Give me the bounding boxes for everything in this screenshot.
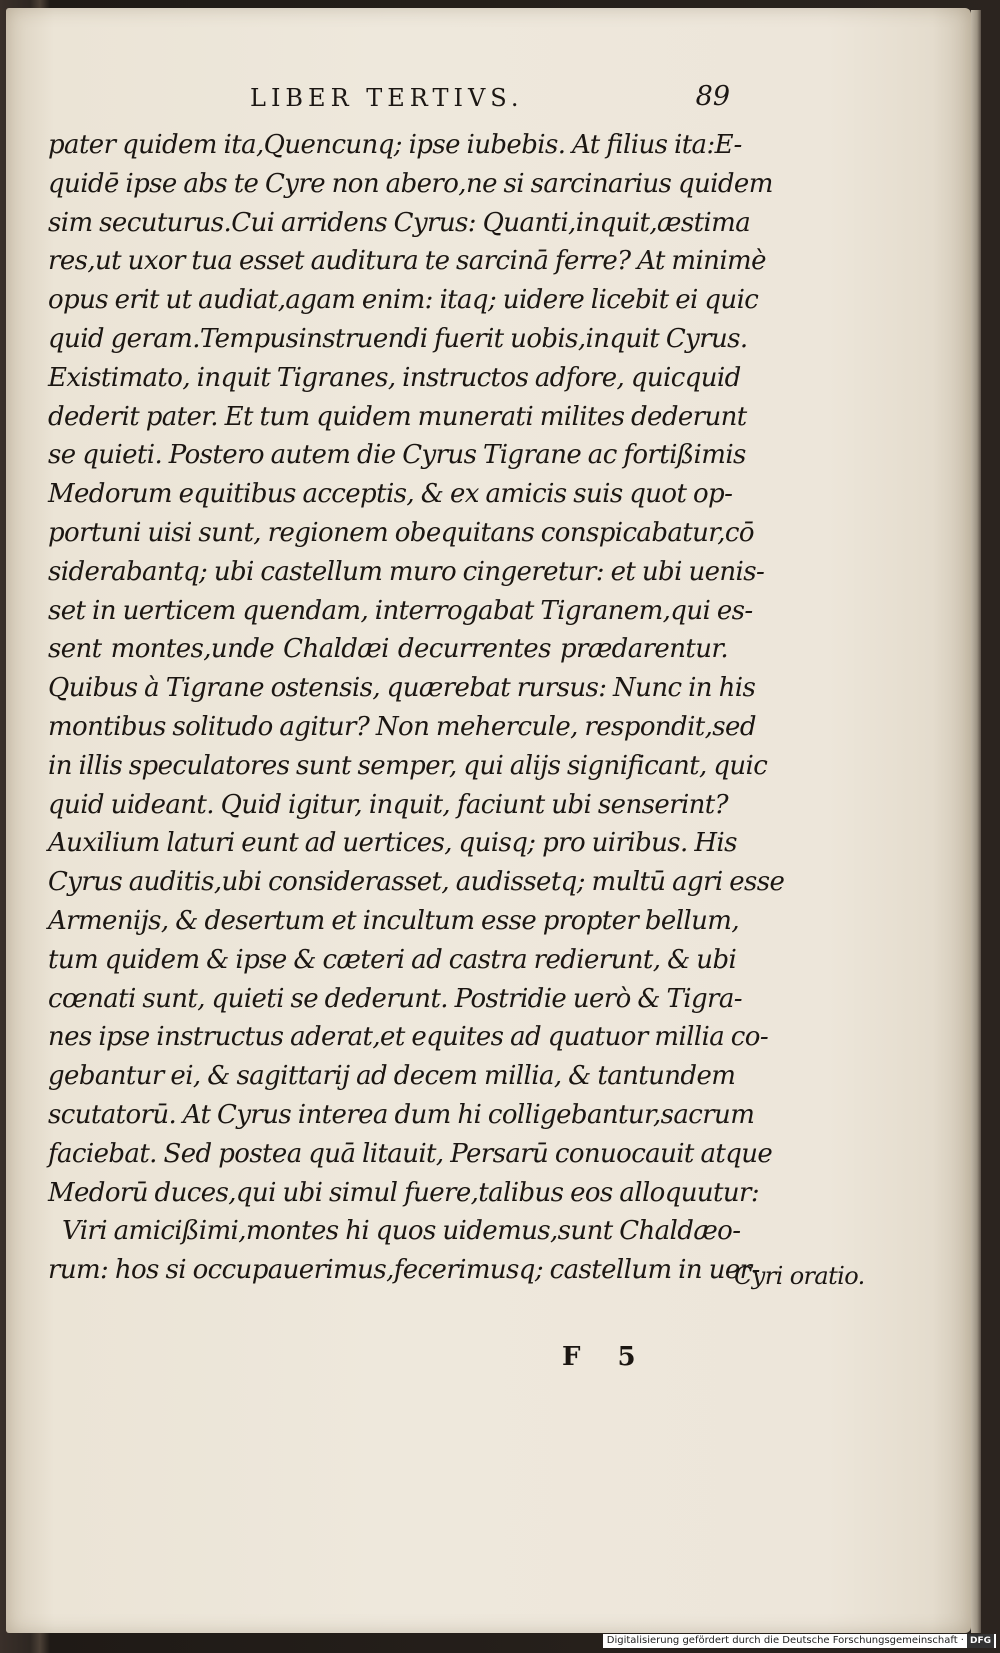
text-line: Medorum equitibus acceptis, & ex amicis suis quot op- [48,479,733,510]
page-header [250,81,730,118]
body-text [48,126,785,1290]
text-line: Auxilium laturi eunt ad uertices, quisq; pro uiribus. His [48,828,737,859]
text-line: sent montes,unde Chaldæi decurrentes prædarentur. [48,634,728,665]
text-line: rum: hos si occupauerimus,fecerimusq; castellum in uer- [48,1255,760,1286]
credit-text: Digitalisierung gefördert durch die Deutsche Forschungsgemeinschaft · [606,1635,964,1646]
margin-note: Cyri oratio. [734,1262,865,1290]
text-line: quid geram.Tempusinstruendi fuerit uobis,inquit Cyrus. [48,323,748,354]
text-line: opus erit ut audiat,agam enim: itaq; uidere licebit ei quic [48,285,759,316]
text-line: tum quidem & ipse & cæteri ad castra redierunt, & ubi [48,944,737,975]
text-line: sim secuturus.Cui arridens Cyrus: Quanti,inquit,æstima [48,207,751,238]
text-line: portuni uisi sunt, regionem obequitans conspicabatur,cō [48,517,754,548]
text-line: Viri amicißimi,montes hi quos uidemus,sunt Chaldæo- [62,1216,741,1247]
text-line: Cyrus auditis,ubi considerasset, audissetq; multū agri esse [48,867,785,898]
text-line: faciebat. Sed postea quā litauit, Persarū conuocauit atque [48,1138,773,1169]
page-edge [971,10,981,1633]
text-line: cœnati sunt, quieti se dederunt. Postridie uerò & Tigra- [48,983,742,1014]
text-line: quid uideant. Quid igitur, inquit, faciunt ubi senserint? [48,789,728,820]
text-line: in illis speculatores sunt semper, qui alijs significant, quic [48,750,768,781]
text-line: se quieti. Postero autem die Cyrus Tigrane ac fortißimis [48,440,746,471]
text-line: Medorū duces,qui ubi simul fuere,talibus eos alloquutur: [48,1177,760,1208]
dfg-logo: DFG [967,1634,994,1648]
text-line: siderabantq; ubi castellum muro cingeretur: et ubi uenis- [48,556,765,587]
text-line: nes ipse instructus aderat,et equites ad quatuor millia co- [48,1022,769,1053]
signature-mark: F 5 [562,1342,650,1372]
running-title: LIBER TERTIVS. [250,84,524,112]
text-line: scutatorū. At Cyrus interea dum hi colligebantur,sacrum [48,1099,755,1130]
text-line: dederit pater. Et tum quidem munerati milites dederunt [48,401,747,432]
digitization-credit [603,1634,996,1648]
text-line: pater quidem ita,Quencunq; ipse iubebis. At filius ita:E- [48,130,742,160]
text-line: Quibus à Tigrane ostensis, quærebat rursus: Nunc in his [48,673,756,704]
text-line: res,ut uxor tua esset auditura te sarcinā ferre? At minimè [48,246,766,277]
text-line: Existimato, inquit Tigranes, instructos adfore, quicquid [48,362,741,393]
text-line: set in uerticem quendam, interrogabat Tigranem,qui es- [48,595,753,626]
text-line: Armenijs, & desertum et incultum esse propter bellum, [48,905,739,936]
page-number: 89 [695,81,730,112]
text-line: montibus solitudo agitur? Non mehercule, respondit,sed [48,711,756,742]
text-line: gebantur ei, & sagittarij ad decem millia, & tantundem [48,1061,736,1092]
text-line: quidē ipse abs te Cyre non abero,ne si sarcinarius quidem [48,168,773,199]
